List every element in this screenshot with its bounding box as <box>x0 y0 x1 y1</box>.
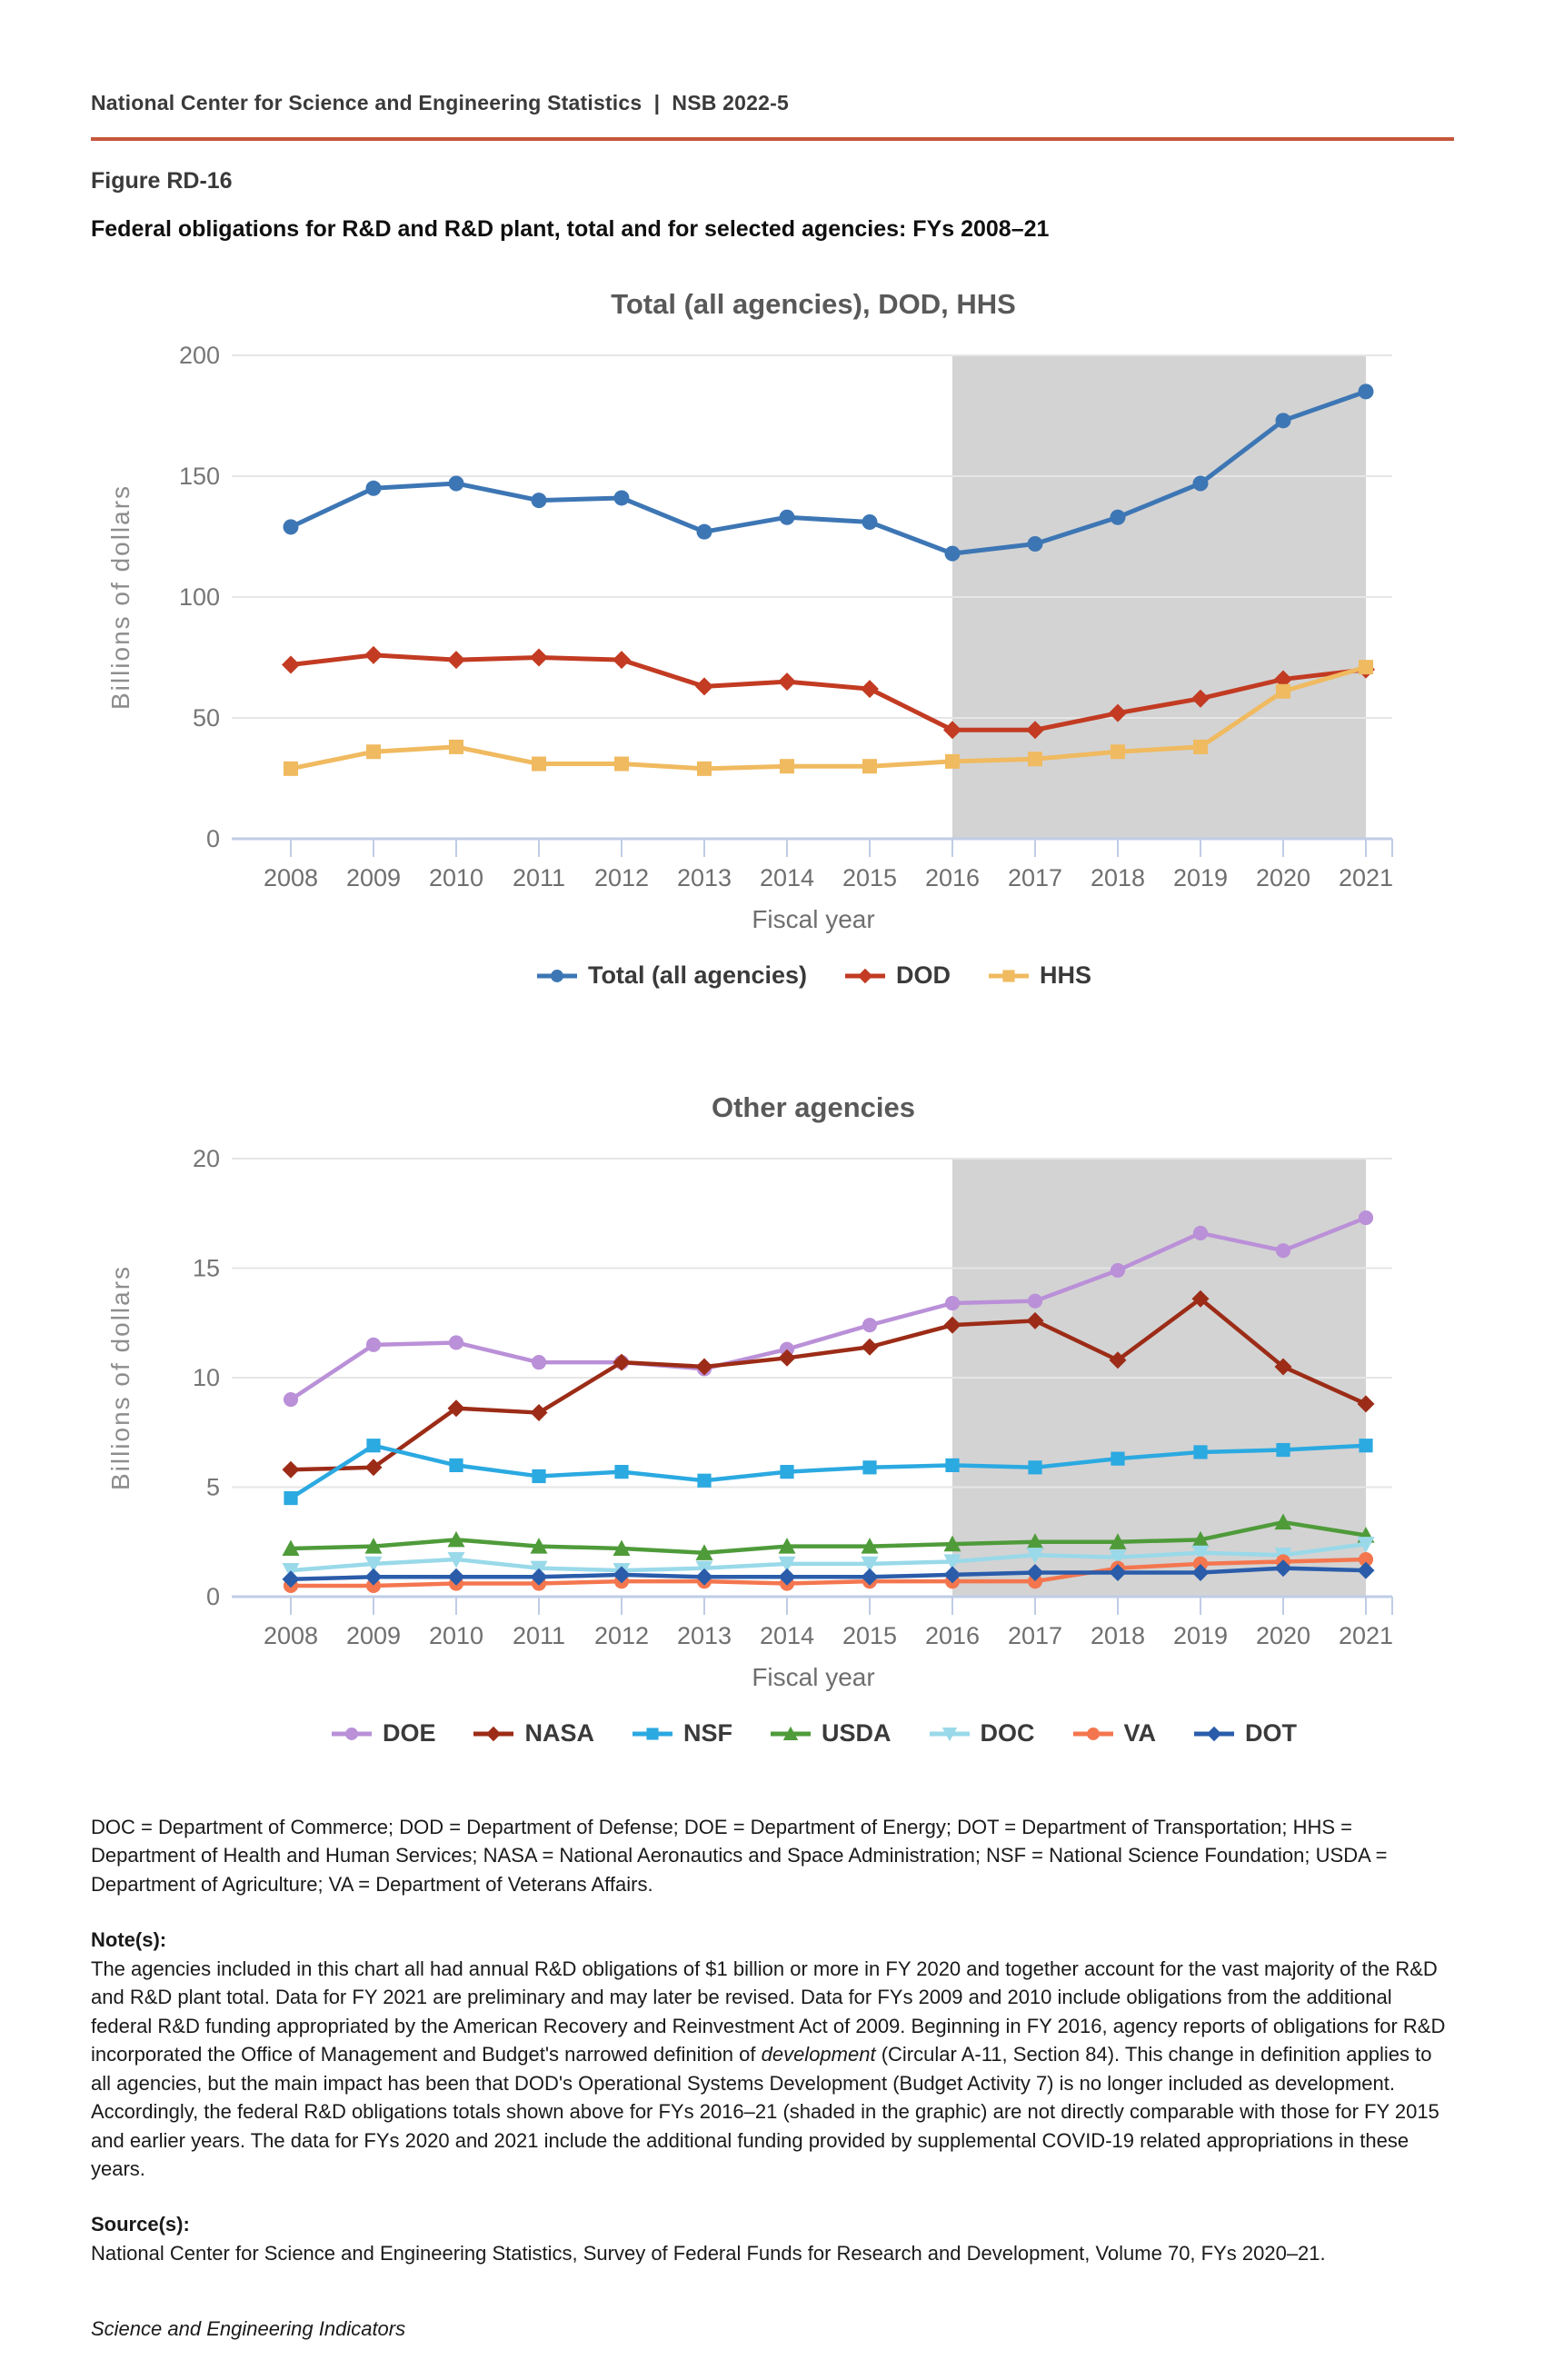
svg-text:150: 150 <box>178 463 220 490</box>
x-axis <box>232 1597 1393 1649</box>
svg-text:2018: 2018 <box>1090 1622 1146 1649</box>
svg-text:2012: 2012 <box>593 1622 650 1649</box>
legend-label: DOD <box>896 961 951 989</box>
svg-text:2018: 2018 <box>1090 864 1146 891</box>
legend-marker-usda <box>769 1724 812 1744</box>
svg-text:2014: 2014 <box>759 1622 815 1649</box>
notes-body: The agencies included in this chart all had annual R&D obligations of $1 billion or more in FY 2020 and together account for the vast majority of the R&D and R&D plant total. Data for FY 2021 are preliminary and may later be revised. Data for FYs 2009 and 2010 include obligations from the additional federal R&D funding appropriated by the American Recovery and Reinvestment Act of 2009. Beginning in FY 2016, agency reports of obligations for R&D incorporated the Office of Management and Budget's narrowed definition of development (Circular A-11, Section 84). This change in definition applies to all agencies, but the main impact has been that DOD's Operational Systems Development (Budget Activity 7) is no longer included as development. Accordingly, the federal R&D obligations totals shown above for FYs 2016–21 (shaded in the graphic) are not directly comparable with those for FY 2015 and earlier years. The data for FYs 2020 and 2021 include the additional funding provided by supplemental COVID-19 related appropriations in these years. <box>91 1957 1446 2180</box>
legend-item-nsf <box>631 1719 732 1748</box>
notes-section <box>91 1813 1454 2344</box>
legend-marker-hhs <box>987 966 1031 986</box>
chart-title: Total (all agencies), DOD, HHS <box>611 288 1016 320</box>
svg-text:20: 20 <box>192 1145 220 1172</box>
indicators-brand: Science and Engineering Indicators <box>91 2317 406 2341</box>
svg-text:2015: 2015 <box>842 864 898 891</box>
svg-text:2012: 2012 <box>593 864 650 891</box>
svg-text:5: 5 <box>205 1473 220 1501</box>
legend-item-hhs <box>987 961 1091 990</box>
legend-marker-nsf <box>631 1724 674 1744</box>
svg-text:2010: 2010 <box>428 864 484 891</box>
svg-text:0: 0 <box>205 1583 220 1610</box>
report-header: National Center for Science and Engineering Statistics | NSB 2022-5 <box>91 91 789 115</box>
divider-rule <box>91 137 1454 141</box>
legend-label: NASA <box>524 1719 594 1747</box>
legend-item-dod <box>843 961 951 990</box>
legend-label: NSF <box>683 1719 732 1747</box>
y-axis <box>106 342 220 852</box>
x-axis <box>232 839 1393 891</box>
svg-text:2016: 2016 <box>924 1622 981 1649</box>
legend-item-nasa <box>472 1719 594 1748</box>
svg-text:2013: 2013 <box>676 864 732 891</box>
legend-marker-total-all-agencies <box>535 966 579 986</box>
chart-canvas-total-dod-hhs <box>91 328 1454 905</box>
legend-marker-doe <box>330 1724 374 1744</box>
svg-text:2020: 2020 <box>1255 864 1311 891</box>
svg-text:200: 200 <box>178 342 220 369</box>
abbreviation-definitions: DOC = Department of Commerce; DOD = Department of Defense; DOE = Department of Energy; DOT = Department of Transportation; HHS = Department of Health and Human Services; NASA = National Aeronautics and Space Administration; NSF = National Science Foundation; USDA = Department of Agriculture; VA = Department of Veterans Affairs. <box>91 1816 1388 1896</box>
y-axis-title: Billions of dollars <box>106 1264 134 1491</box>
y-axis-title: Billions of dollars <box>106 483 134 711</box>
chart-title: Other agencies <box>712 1091 915 1123</box>
svg-text:2011: 2011 <box>512 1622 566 1649</box>
chart-canvas-other-agencies <box>91 1131 1454 1663</box>
legend-marker-nasa <box>472 1724 515 1744</box>
legend-label: DOT <box>1245 1719 1298 1747</box>
legend-item-va <box>1071 1719 1157 1748</box>
legend-label: DOC <box>980 1719 1035 1747</box>
legend-label: Total (all agencies) <box>587 961 808 989</box>
svg-text:2017: 2017 <box>1007 1622 1063 1649</box>
notes-label: Note(s): <box>91 1928 167 1952</box>
svg-text:15: 15 <box>192 1254 220 1282</box>
svg-text:2015: 2015 <box>842 1622 898 1649</box>
legend-item-doe <box>330 1719 436 1748</box>
legend-label: HHS <box>1040 961 1092 989</box>
chart-other-agencies <box>91 1091 1454 1748</box>
svg-text:2020: 2020 <box>1255 1622 1311 1649</box>
svg-text:2010: 2010 <box>428 1622 484 1649</box>
svg-text:2013: 2013 <box>676 1622 732 1649</box>
legend-item-usda <box>769 1719 892 1748</box>
legend-item-doc <box>928 1719 1035 1748</box>
svg-text:2009: 2009 <box>345 864 402 891</box>
legend-label: USDA <box>822 1719 892 1747</box>
legend-marker-dod <box>843 966 887 986</box>
svg-text:50: 50 <box>192 704 220 732</box>
svg-text:2019: 2019 <box>1172 1622 1229 1649</box>
svg-text:10: 10 <box>192 1364 220 1391</box>
legend-marker-doc <box>928 1724 971 1744</box>
svg-text:100: 100 <box>178 583 220 611</box>
y-axis <box>106 1145 220 1610</box>
svg-text:2008: 2008 <box>263 864 319 891</box>
legend-item-total-all-agencies <box>535 961 807 990</box>
svg-text:2008: 2008 <box>263 1622 319 1649</box>
x-axis-title: Fiscal year <box>752 1663 875 1691</box>
legend-label: DOE <box>382 1719 436 1747</box>
source-text: National Center for Science and Engineering Statistics, Survey of Federal Funds for Research and Development, Volume 70, FYs 2020–21. <box>91 2241 1326 2265</box>
svg-text:2017: 2017 <box>1007 864 1063 891</box>
legend-marker-dot <box>1192 1724 1236 1744</box>
legend-item-dot <box>1192 1719 1297 1748</box>
figure-label: Figure RD-16 <box>91 168 233 194</box>
legend-marker-va <box>1071 1724 1115 1744</box>
legend-total-dod-hhs <box>91 961 1454 990</box>
svg-text:2016: 2016 <box>924 864 981 891</box>
x-axis-title: Fiscal year <box>752 905 875 933</box>
svg-text:0: 0 <box>205 825 220 852</box>
svg-text:2009: 2009 <box>345 1622 402 1649</box>
svg-text:2011: 2011 <box>512 864 566 891</box>
svg-text:2021: 2021 <box>1338 864 1394 891</box>
legend-other-agencies <box>91 1719 1454 1748</box>
source-label: Source(s): <box>91 2213 190 2236</box>
legend-label: VA <box>1123 1719 1157 1747</box>
svg-text:2021: 2021 <box>1338 1622 1394 1649</box>
figure-title: Federal obligations for R&D and R&D plant, total and for selected agencies: FYs 2008–21 <box>91 216 1050 242</box>
svg-text:2019: 2019 <box>1172 864 1229 891</box>
chart-total-dod-hhs <box>91 288 1454 990</box>
svg-text:2014: 2014 <box>759 864 815 891</box>
